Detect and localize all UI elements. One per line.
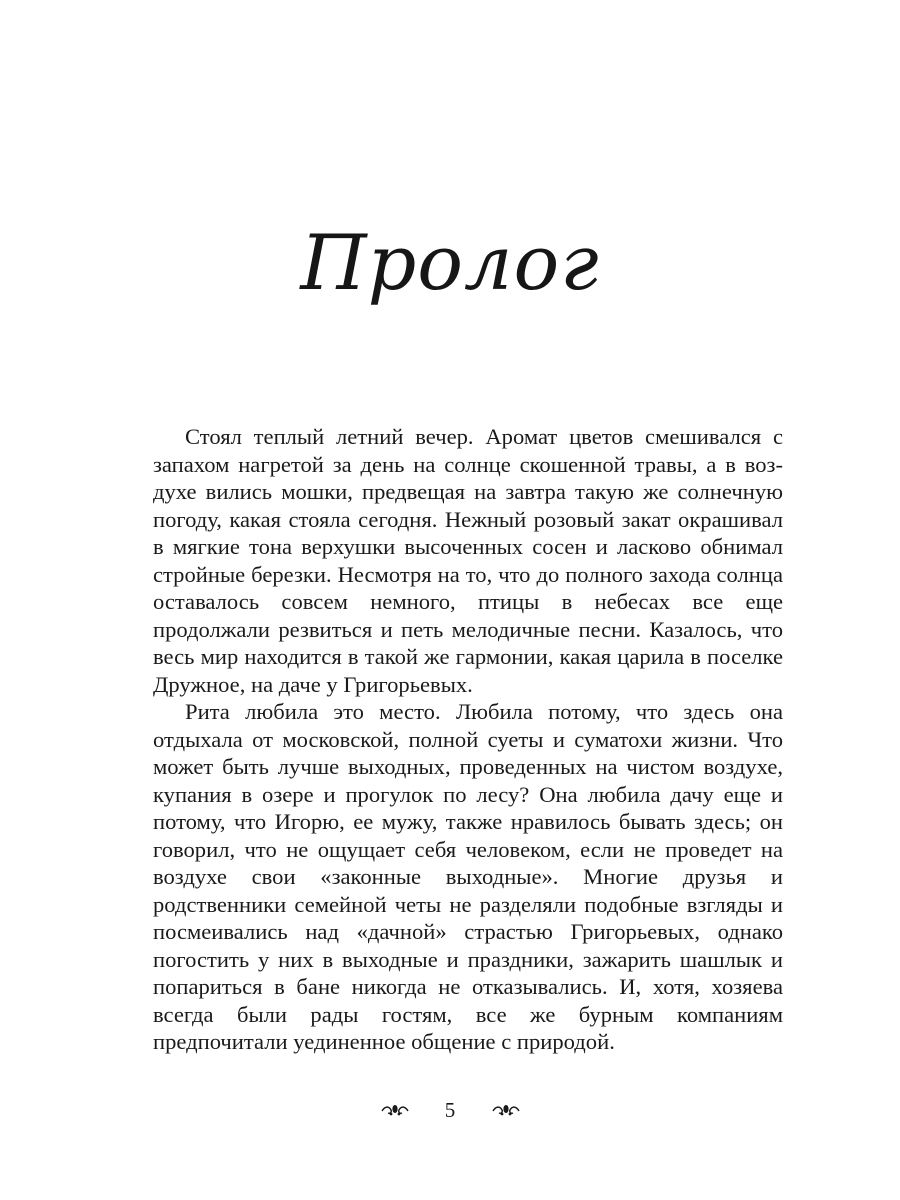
paragraph-1: Стоял теплый летний вечер. Аромат цветов смешивался с запахом нагретой за день на солнце скошенной травы, а в воздухе вились мошки, предвещая на завтра такую же солнечную погоду, какая стояла сегодня. Нежный розовый закат окрашивал в мягкие тона верхушки высоченных сосен и ласково обнимал стройные березки. Несмотря на то, что до полного захода солнца оставалось совсем немного, птицы в небесах все еще продолжали резвиться и петь мелодичные песни. Казалось, что весь мир находится в такой же гармонии, какая царила в поселке Дружное, на даче у Григорьевых. — [153, 424, 783, 697]
page-footer — [0, 1094, 900, 1124]
floral-ornament-icon — [491, 1102, 521, 1118]
chapter-title: Пролог — [300, 218, 600, 307]
page-number: 5 — [444, 1098, 456, 1123]
chapter-body — [153, 423, 783, 1056]
floral-ornament-icon — [380, 1102, 410, 1118]
paragraph-2: Рита любила это место. Любила потому, что здесь она отдыхала от московской, полной суеты и суматохи жизни. Что может быть лучше выходных, проведенных на чистом воздухе, купания в озере и прогулок по лесу? Она любила дачу еще и потому, что Игорю, ее мужу, также нравилось бывать здесь; он говорил, что не ощущает себя человеком, если не проведет на воздухе свои «законные выходные». Многие друзья и родственники семейной четы не разделяли подобные взгляды и посмеивались над «дачной» страстью Григорьевых, однако погостить у них в выходные и праздники, зажарить шашлык и попариться в бане никогда не отказывались. И, хотя, хозяева всегда были рады гостям, все же бурным компаниям предпочитали уединенное общение с природой. — [153, 699, 783, 1054]
